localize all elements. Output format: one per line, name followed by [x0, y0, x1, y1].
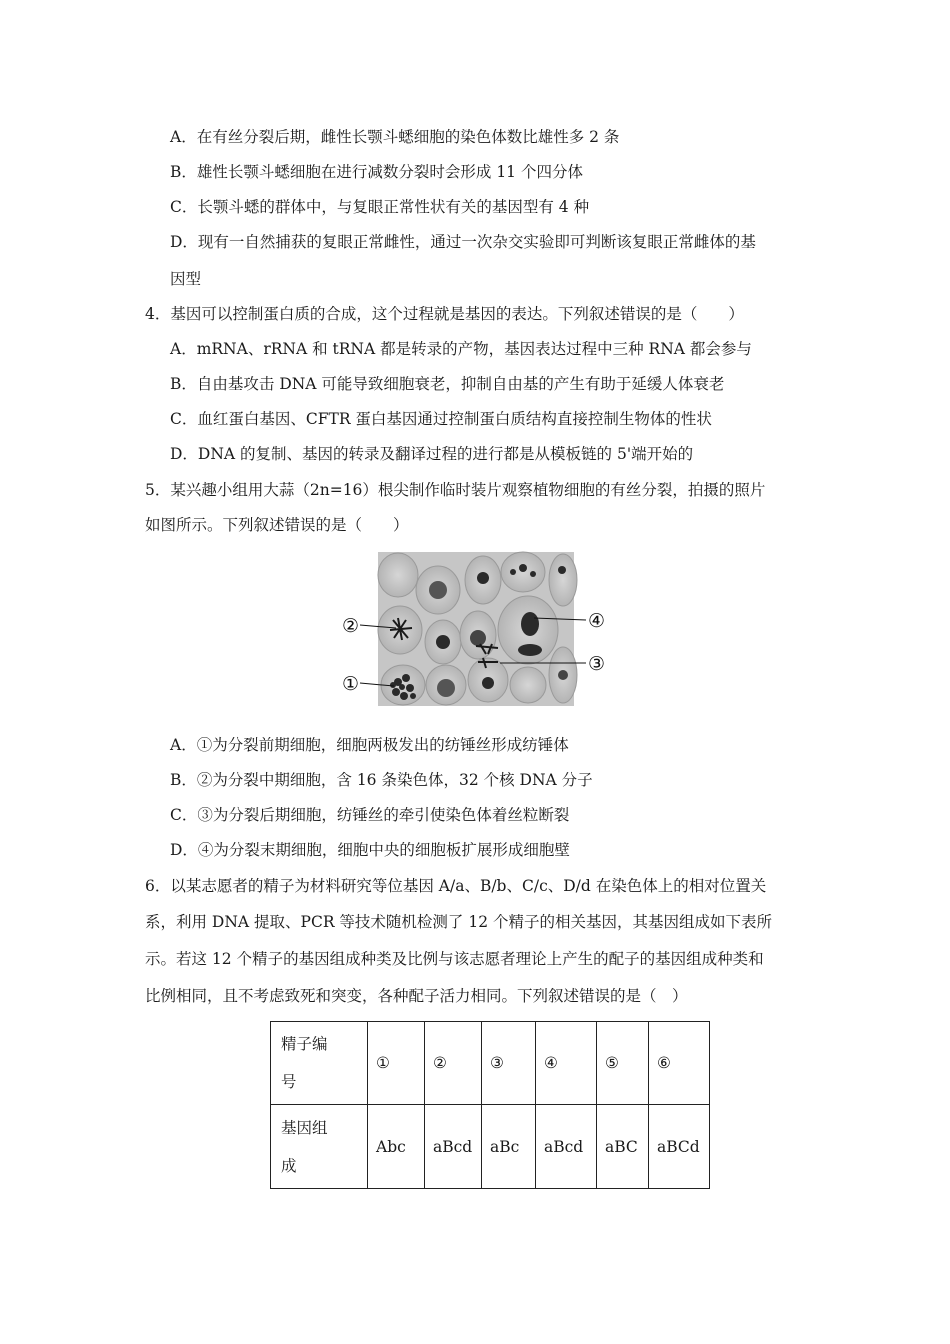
- q6-stem-line-3: 示。若这 12 个精子的基因组成种类及比例与该志愿者理论上产生的配子的基因组成种类和: [145, 950, 764, 968]
- micrograph-figure: [338, 550, 614, 708]
- q6-stem-line-4: 比例相同，且不考虑致死和突变，各种配子活力相同。下列叙述错误的是（ ）: [145, 987, 688, 1005]
- q3-option-a: A．在有丝分裂后期，雌性长颚斗蟋细胞的染色体数比雄性多 2 条: [170, 128, 620, 146]
- table-cell: ⑥: [649, 1022, 710, 1105]
- q5-stem: 5．某兴趣小组用大蒜（2n=16）根尖制作临时装片观察植物细胞的有丝分裂，拍摄的照片: [145, 481, 766, 499]
- q3-option-d-continued: 因型: [170, 270, 202, 288]
- sperm-genotype-table: [270, 1021, 710, 1189]
- table-cell: aBC: [597, 1105, 649, 1189]
- figure-label-2: ②: [342, 615, 360, 637]
- q5-option-d: D．④为分裂末期细胞，细胞中央的细胞板扩展形成细胞壁: [170, 841, 570, 859]
- q5-stem-continued: 如图所示。下列叙述错误的是（ ）: [145, 516, 409, 534]
- q6-stem-line-2: 系，利用 DNA 提取、PCR 等技术随机检测了 12 个精子的相关基因，其基因组成如下表所: [145, 913, 773, 931]
- q3-option-c: C．长颚斗蟋的群体中，与复眼正常性状有关的基因型有 4 种: [170, 198, 590, 216]
- table-cell: aBCd: [649, 1105, 710, 1189]
- table-cell: ⑤: [597, 1022, 649, 1105]
- table-cell: ①: [368, 1022, 425, 1105]
- q3-option-d: D．现有一自然捕获的复眼正常雌性，通过一次杂交实验即可判断该复眼正常雌体的基: [170, 233, 756, 251]
- figure-label-4: ④: [588, 610, 606, 632]
- table-cell: aBcd: [536, 1105, 597, 1189]
- table-cell: Abc: [368, 1105, 425, 1189]
- q3-option-b: B．雄性长颚斗蟋细胞在进行减数分裂时会形成 11 个四分体: [170, 163, 583, 181]
- q4-option-c: C．血红蛋白基因、CFTR 蛋白基因通过控制蛋白质结构直接控制生物体的性状: [170, 410, 712, 428]
- q4-option-b: B．自由基攻击 DNA 可能导致细胞衰老，抑制自由基的产生有助于延缓人体衰老: [170, 375, 725, 393]
- q5-option-a: A．①为分裂前期细胞，细胞两极发出的纺锤丝形成纺锤体: [170, 736, 569, 754]
- q4-option-d: D．DNA 的复制、基因的转录及翻译过程的进行都是从模板链的 5'端开始的: [170, 445, 694, 463]
- micrograph-illustration: [338, 550, 614, 708]
- table-cell: ③: [482, 1022, 536, 1105]
- q4-stem: 4．基因可以控制蛋白质的合成，这个过程就是基因的表达。下列叙述错误的是（ ）: [145, 305, 744, 323]
- table-row: [271, 1022, 710, 1105]
- table-cell: aBc: [482, 1105, 536, 1189]
- figure-label-3: ③: [588, 653, 606, 675]
- table-cell: ②: [425, 1022, 482, 1105]
- table-cell: ④: [536, 1022, 597, 1105]
- table-cell: aBcd: [425, 1105, 482, 1189]
- figure-label-1: ①: [342, 673, 360, 695]
- table-row: [271, 1105, 710, 1189]
- table-header-sperm-number: 精子编 号: [271, 1022, 368, 1105]
- q4-option-a: A．mRNA、rRNA 和 tRNA 都是转录的产物，基因表达过程中三种 RNA 都会参与: [170, 340, 752, 358]
- table-header-genotype: 基因组 成: [271, 1105, 368, 1189]
- q5-option-b: B．②为分裂中期细胞，含 16 条染色体，32 个核 DNA 分子: [170, 771, 593, 789]
- q5-option-c: C．③为分裂后期细胞，纺锤丝的牵引使染色体着丝粒断裂: [170, 806, 570, 824]
- q6-stem: 6．以某志愿者的精子为材料研究等位基因 A/a、B/b、C/c、D/d 在染色体上的相对位置关: [145, 877, 767, 895]
